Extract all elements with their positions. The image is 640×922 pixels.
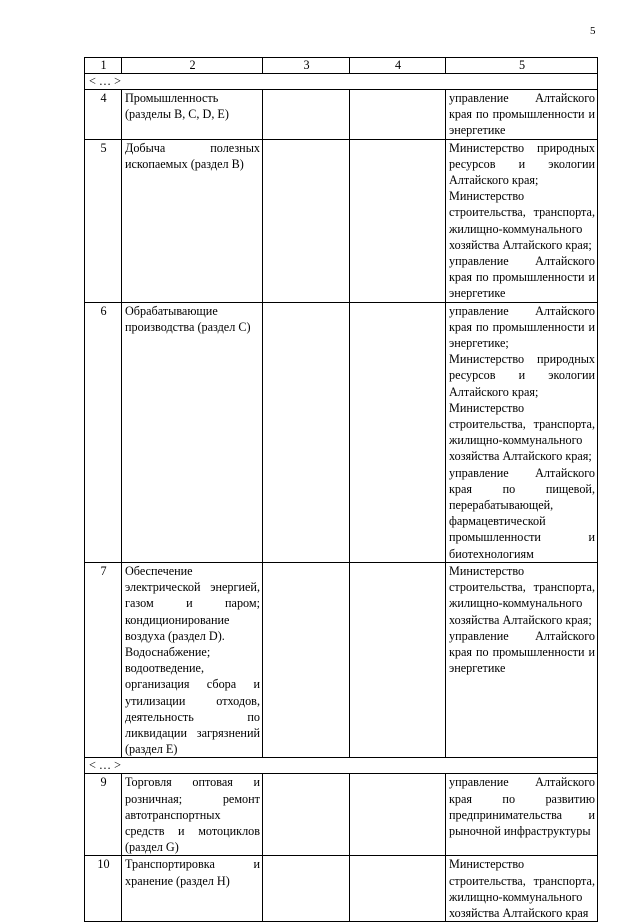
- column-3-cell: [263, 90, 350, 140]
- document-table: [84, 57, 598, 922]
- activity-cell: [122, 774, 263, 856]
- activity-text: Обрабатывающие производства (раздел C): [125, 303, 251, 334]
- authority-text: управление Алтайского края по развитию предпринимательства и рыночной инфраструктуры: [449, 775, 595, 838]
- responsible-authority-cell: [446, 139, 598, 302]
- authority-text: Министерство строительства, транспорта, жилищно-коммунального хозяйства Алтайского края: [449, 857, 595, 920]
- omission-marker: < … >: [85, 758, 598, 774]
- authority-text: Министерство природных ресурсов и экологии Алтайского края;: [449, 352, 595, 399]
- activity-text: Промышленность (разделы B, C, D, E): [125, 91, 229, 122]
- table-row: [85, 139, 598, 302]
- page-number: 5: [590, 25, 596, 37]
- header-cell-2: 2: [122, 58, 263, 74]
- table-row: [85, 774, 598, 856]
- row-number: 6: [85, 302, 122, 562]
- omission-row: [85, 758, 598, 774]
- authority-text: управление Алтайского края по промышленности и энергетике: [449, 628, 595, 676]
- table-row: [85, 562, 598, 757]
- responsible-authority-cell: [446, 302, 598, 562]
- header-cell-1: 1: [85, 58, 122, 74]
- table-row: [85, 302, 598, 562]
- column-4-cell: [350, 302, 446, 562]
- column-3-cell: [263, 856, 350, 922]
- column-4-cell: [350, 139, 446, 302]
- column-3-cell: [263, 139, 350, 302]
- activity-text: Транспортировка и хранение (раздел H): [125, 857, 260, 888]
- activity-cell: [122, 90, 263, 140]
- authority-text: Министерство строительства, транспорта, жилищно-коммунального хозяйства Алтайского края;: [449, 563, 595, 627]
- authority-text: управление Алтайского края по промышленности и энергетике: [449, 254, 595, 301]
- authority-text: управление Алтайского края по пищевой, перерабатывающей, фармацевтической промышленности и биотехнологиям: [449, 465, 595, 561]
- authority-text: Министерство природных ресурсов и экологии Алтайского края;: [449, 140, 595, 188]
- activity-cell: [122, 139, 263, 302]
- column-3-cell: [263, 562, 350, 757]
- table-header-row: [85, 58, 598, 74]
- omission-marker: < … >: [85, 74, 598, 90]
- activity-cell: [122, 856, 263, 922]
- activity-text: Водоснабжение; водоотведение, организация сбора и утилизации отходов, деятельность по ликвидации загрязнений (раздел E): [125, 644, 260, 757]
- header-cell-5: 5: [446, 58, 598, 74]
- row-number: 5: [85, 139, 122, 302]
- column-4-cell: [350, 774, 446, 856]
- row-number: 10: [85, 856, 122, 922]
- activity-text: Добыча полезных ископаемых (раздел B): [125, 140, 260, 171]
- header-cell-3: 3: [263, 58, 350, 74]
- activity-text: Торговля оптовая и розничная; ремонт автотранспортных средств и мотоциклов (раздел G): [125, 775, 260, 855]
- authority-text: управление Алтайского края по промышленности и энергетике: [449, 91, 595, 138]
- responsible-authority-cell: [446, 774, 598, 856]
- table-row: [85, 856, 598, 922]
- responsible-authority-cell: [446, 90, 598, 140]
- activity-text: Обеспечение электрической энергией, газом и паром; кондиционирование воздуха (раздел D).: [125, 563, 260, 643]
- row-number: 7: [85, 562, 122, 757]
- header-cell-4: 4: [350, 58, 446, 74]
- activity-cell: [122, 302, 263, 562]
- responsible-authority-cell: [446, 856, 598, 922]
- row-number: 4: [85, 90, 122, 140]
- table-row: [85, 90, 598, 140]
- activity-cell: [122, 562, 263, 757]
- authority-text: Министерство строительства, транспорта, жилищно-коммунального хозяйства Алтайского края;: [449, 400, 595, 464]
- column-3-cell: [263, 302, 350, 562]
- column-4-cell: [350, 90, 446, 140]
- column-4-cell: [350, 856, 446, 922]
- column-3-cell: [263, 774, 350, 856]
- omission-row: [85, 74, 598, 90]
- responsible-authority-cell: [446, 562, 598, 757]
- authority-text: Министерство строительства, транспорта, жилищно-коммунального хозяйства Алтайского края;: [449, 189, 595, 252]
- authority-text: управление Алтайского края по промышленности и энергетике;: [449, 303, 595, 351]
- column-4-cell: [350, 562, 446, 757]
- row-number: 9: [85, 774, 122, 856]
